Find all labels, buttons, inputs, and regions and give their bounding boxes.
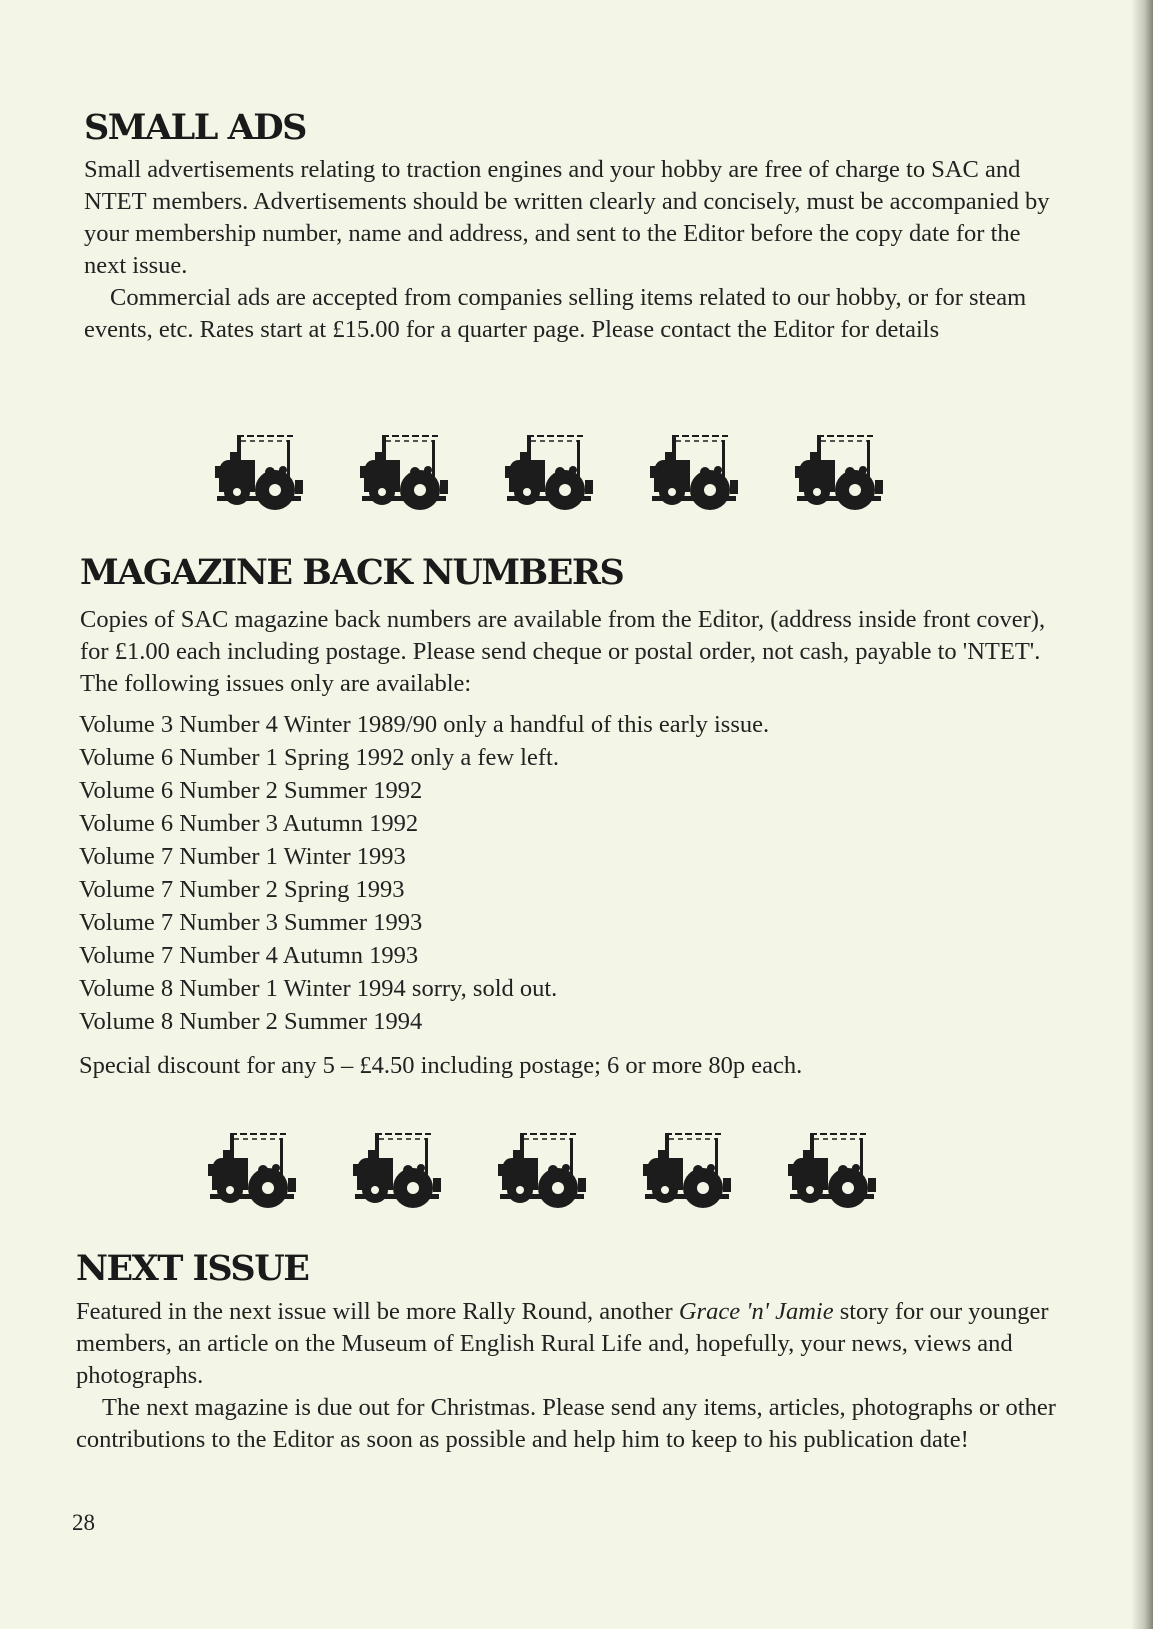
traction-engine-icon <box>498 1128 588 1208</box>
traction-engine-icon <box>353 1128 443 1208</box>
next-issue-text-after: story for our younger members, an article on the Museum of English Rural Life and, hopefully, your news, views and photographs. <box>76 1298 1049 1389</box>
back-numbers-intro: Copies of SAC magazine back numbers are available from the Editor, (address inside front cover), for £1.00 each including postage. Please send cheque or postal order, not cash, payable to 'NTET'. The following issues only are available: <box>80 606 1046 697</box>
next-issue-heading: NEXT ISSUE <box>76 1248 309 1289</box>
list-item: Volume 6 Number 1 Spring 1992 only a few left. <box>79 744 559 771</box>
list-item: Volume 8 Number 2 Summer 1994 <box>79 1008 423 1035</box>
list-item: Volume 7 Number 2 Spring 1993 <box>79 876 405 903</box>
next-issue-text-before: Featured in the next issue will be more Rally Round, another <box>76 1298 679 1325</box>
small-ads-paragraph-2: Commercial ads are accepted from companies selling items related to our hobby, or for steam events, etc. Rates start at £15.00 for a quarter page. Please contact the Editor for details <box>84 284 1027 343</box>
list-item: Volume 7 Number 1 Winter 1993 <box>79 843 406 870</box>
page-number: 28 <box>72 1510 95 1535</box>
traction-engine-icon <box>650 430 740 510</box>
list-item: Volume 3 Number 4 Winter 1989/90 only a handful of this early issue. <box>79 711 770 738</box>
list-item: Volume 8 Number 1 Winter 1994 sorry, sold out. <box>79 975 558 1002</box>
small-ads-heading: SMALL ADS <box>84 107 306 148</box>
list-item: Volume 6 Number 3 Autumn 1992 <box>79 810 419 837</box>
back-issue-list <box>79 708 1059 1038</box>
traction-engine-icon <box>788 1128 878 1208</box>
traction-engine-icon <box>215 430 305 510</box>
next-issue-paragraph-2: The next magazine is due out for Christmas. Please send any items, articles, photographs or other contributions to the Editor as soon as possible and help him to keep to his publication date! <box>76 1394 1056 1453</box>
engine-divider-1 <box>215 430 915 510</box>
small-ads-paragraph-1: Small advertisements relating to traction engines and your hobby are free of charge to SAC and NTET members. Advertisements should be written clearly and concisely, must be accompanied by your membership number, name and address, and sent to the Editor before the copy date for the next issue. <box>84 156 1050 279</box>
traction-engine-icon <box>360 430 450 510</box>
next-issue-paragraph-1 <box>76 1296 1056 1392</box>
traction-engine-icon <box>795 430 885 510</box>
story-title: Grace 'n' Jamie <box>678 1298 834 1325</box>
discount-note: Special discount for any 5 – £4.50 including postage; 6 or more 80p each. <box>79 1052 803 1079</box>
traction-engine-icon <box>505 430 595 510</box>
traction-engine-icon <box>643 1128 733 1208</box>
list-item: Volume 7 Number 3 Summer 1993 <box>79 909 423 936</box>
back-numbers-heading: MAGAZINE BACK NUMBERS <box>80 552 624 593</box>
list-item: Volume 7 Number 4 Autumn 1993 <box>79 942 419 969</box>
list-item: Volume 6 Number 2 Summer 1992 <box>79 777 423 804</box>
page-edge-shadow <box>1131 0 1153 1629</box>
traction-engine-icon <box>208 1128 298 1208</box>
engine-divider-2 <box>208 1128 908 1208</box>
